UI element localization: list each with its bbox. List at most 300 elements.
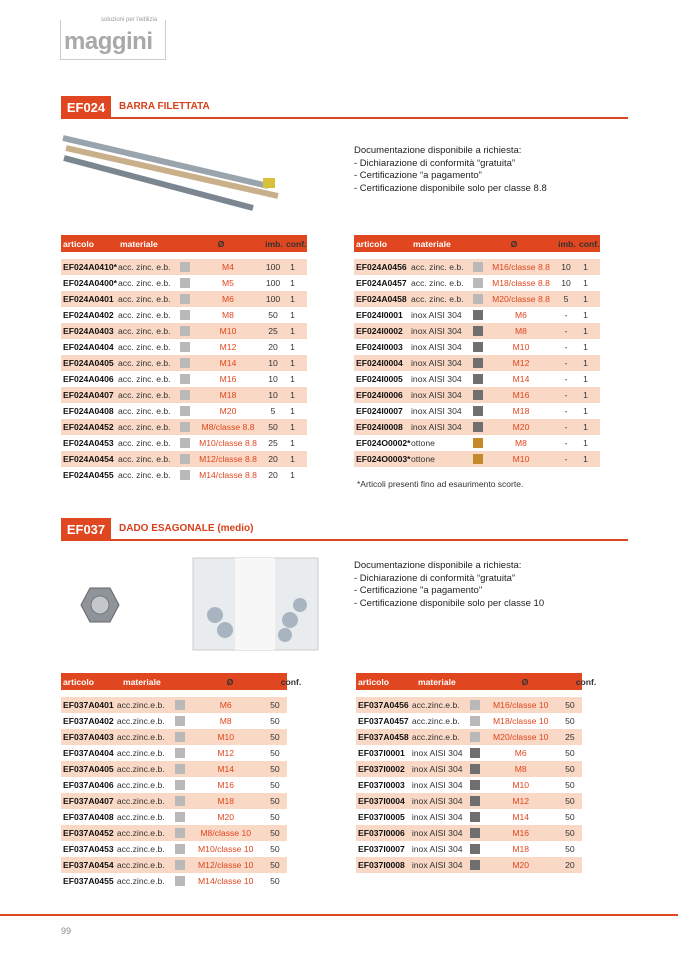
diameter: M10 bbox=[219, 326, 237, 336]
material-swatch-zinc bbox=[180, 470, 190, 480]
diameter: M8 bbox=[515, 326, 527, 336]
material-swatch-zinc bbox=[180, 310, 190, 320]
conf-qty: 1 bbox=[290, 294, 295, 304]
material-swatch-zinc bbox=[175, 732, 185, 742]
material: ottone bbox=[411, 454, 435, 464]
article-code: EF037A0402 bbox=[63, 716, 114, 726]
table-row bbox=[354, 291, 600, 307]
material: acc.zinc.e.b. bbox=[116, 748, 165, 758]
conf-qty: 50 bbox=[270, 876, 280, 886]
doc-line: - Certificazione disponibile solo per classe 10 bbox=[354, 597, 545, 609]
conf-qty: 50 bbox=[270, 716, 280, 726]
table-row bbox=[354, 419, 600, 435]
article-code: EF037I0008 bbox=[358, 860, 405, 870]
material: acc.zinc.e.b. bbox=[116, 716, 165, 726]
conf-qty: 1 bbox=[290, 390, 295, 400]
diameter: M14/classe 8.8 bbox=[199, 470, 257, 480]
article-code: EF024A0457 bbox=[356, 278, 407, 288]
article-code: EF024A0453 bbox=[63, 438, 114, 448]
table-row bbox=[354, 323, 600, 339]
table-row bbox=[61, 729, 287, 745]
column-header-imb: imb. bbox=[558, 238, 576, 249]
material: acc. zinc. e.b. bbox=[118, 422, 171, 432]
diameter: M8 bbox=[515, 438, 527, 448]
article-code: EF024I0004 bbox=[356, 358, 403, 368]
table-row bbox=[61, 825, 287, 841]
diameter: M12 bbox=[512, 796, 530, 806]
conf-qty: 1 bbox=[583, 262, 588, 272]
material: acc.zinc.e.b. bbox=[116, 764, 165, 774]
material: acc. zinc. e.b. bbox=[118, 454, 171, 464]
material: acc. zinc. e.b. bbox=[118, 358, 171, 368]
conf-qty: 1 bbox=[290, 310, 295, 320]
material: acc.zinc.e.b. bbox=[116, 860, 165, 870]
diameter: M14/classe 10 bbox=[198, 876, 254, 886]
table-row bbox=[61, 873, 287, 889]
table-row bbox=[356, 793, 582, 809]
article-code: EF037I0001 bbox=[358, 748, 405, 758]
material: inox AISI 304 bbox=[411, 780, 463, 790]
column-header-conf: conf. bbox=[286, 238, 307, 249]
article-code: EF024A0455 bbox=[63, 470, 114, 480]
section-header-ef024 bbox=[61, 96, 628, 119]
material-swatch-inox bbox=[470, 828, 480, 838]
material: inox AISI 304 bbox=[411, 860, 463, 870]
diameter: M8 bbox=[222, 310, 234, 320]
material: acc.zinc.e.b. bbox=[116, 844, 165, 854]
conf-qty: 1 bbox=[583, 438, 588, 448]
section-code: EF037 bbox=[61, 518, 111, 541]
material: inox AISI 304 bbox=[411, 326, 462, 336]
material-swatch-zinc bbox=[180, 326, 190, 336]
article-code: EF037A0455 bbox=[63, 876, 114, 886]
material: acc.zinc.e.b. bbox=[116, 700, 165, 710]
article-code: EF024A0404 bbox=[63, 342, 114, 352]
material-swatch-inox bbox=[470, 748, 480, 758]
article-code: EF024A0456 bbox=[356, 262, 407, 272]
article-code: EF024A0400* bbox=[63, 278, 117, 288]
packaging-qty: 100 bbox=[265, 262, 281, 272]
material-swatch-zinc bbox=[180, 454, 190, 464]
material: acc. zinc. e.b. bbox=[118, 294, 171, 304]
column-header-conf: conf. bbox=[579, 238, 600, 249]
diameter: M12/classe 10 bbox=[198, 860, 254, 870]
article-code: EF037I0004 bbox=[358, 796, 405, 806]
material: inox AISI 304 bbox=[411, 828, 463, 838]
material-swatch-zinc bbox=[175, 700, 185, 710]
article-code: EF024A0458 bbox=[356, 294, 407, 304]
material-swatch-ottone bbox=[473, 454, 483, 464]
conf-qty: 1 bbox=[290, 326, 295, 336]
article-code: EF037A0401 bbox=[63, 700, 114, 710]
conf-qty: 50 bbox=[270, 780, 280, 790]
material-swatch-inox bbox=[473, 342, 483, 352]
logo-wordmark: maggini bbox=[64, 28, 153, 55]
conf-qty: 1 bbox=[583, 326, 588, 336]
material-swatch-zinc bbox=[175, 844, 185, 854]
product-table-ef024-left bbox=[61, 235, 307, 483]
doc-line: - Certificazione "a pagamento" bbox=[354, 585, 483, 596]
conf-qty: 1 bbox=[583, 374, 588, 384]
material-swatch-zinc bbox=[180, 390, 190, 400]
diameter: M18 bbox=[217, 796, 235, 806]
doc-line: Documentazione disponibile a richiesta: bbox=[354, 145, 522, 156]
article-code: EF037A0452 bbox=[63, 828, 114, 838]
conf-qty: 50 bbox=[565, 764, 575, 774]
conf-qty: 50 bbox=[565, 844, 575, 854]
table-row bbox=[61, 419, 307, 435]
table-header bbox=[354, 235, 600, 252]
diameter: M5 bbox=[222, 278, 234, 288]
material: acc. zinc. e.b. bbox=[411, 294, 464, 304]
material-swatch-zinc bbox=[175, 860, 185, 870]
material: acc.zinc.e.b. bbox=[116, 796, 165, 806]
table-row bbox=[61, 387, 307, 403]
packaging-qty: - bbox=[564, 358, 568, 368]
table-row bbox=[61, 793, 287, 809]
conf-qty: 1 bbox=[290, 454, 295, 464]
table-row bbox=[61, 307, 307, 323]
table-row bbox=[356, 825, 582, 841]
material-swatch-inox bbox=[473, 390, 483, 400]
material-swatch-zinc bbox=[175, 828, 185, 838]
column-header-articolo: articolo bbox=[63, 238, 95, 249]
packaging-qty: - bbox=[564, 374, 568, 384]
conf-qty: 50 bbox=[565, 700, 575, 710]
diameter: M14 bbox=[512, 812, 530, 822]
conf-qty: 50 bbox=[565, 796, 575, 806]
article-code: EF024I0006 bbox=[356, 390, 403, 400]
packaging-qty: 10 bbox=[268, 374, 278, 384]
article-code: EF037A0406 bbox=[63, 780, 114, 790]
doc-line: Documentazione disponibile a richiesta: bbox=[354, 560, 522, 571]
material-swatch-zinc bbox=[175, 780, 185, 790]
article-code: EF024I0008 bbox=[356, 422, 403, 432]
table-row bbox=[61, 339, 307, 355]
table-row bbox=[354, 435, 600, 451]
diameter: M6 bbox=[219, 700, 232, 710]
product-table-ef024-right bbox=[354, 235, 600, 467]
conf-qty: 50 bbox=[565, 828, 575, 838]
material-swatch-inox bbox=[470, 860, 480, 870]
material: acc.zinc.e.b. bbox=[116, 780, 165, 790]
article-code: EF037A0405 bbox=[63, 764, 114, 774]
packaging-qty: - bbox=[564, 438, 568, 448]
table-row bbox=[354, 371, 600, 387]
material: acc. zinc. e.b. bbox=[118, 310, 171, 320]
packaging-qty: 5 bbox=[270, 406, 276, 416]
article-code: EF024A0410* bbox=[63, 262, 117, 272]
doc-line: - Certificazione disponibile solo per classe 8.8 bbox=[354, 182, 547, 194]
diameter: M20/classe 8.8 bbox=[492, 294, 550, 304]
material-swatch-zinc bbox=[175, 716, 185, 726]
article-code: EF024A0401 bbox=[63, 294, 114, 304]
material-swatch-zinc bbox=[175, 748, 185, 758]
product-table-ef037-left bbox=[61, 673, 302, 889]
material: acc.zinc.e.b. bbox=[411, 732, 460, 742]
material-swatch-zinc bbox=[473, 278, 483, 288]
column-header-diameter: Ø bbox=[521, 676, 529, 687]
conf-qty: 50 bbox=[565, 812, 575, 822]
table-row bbox=[61, 435, 307, 451]
material: ottone bbox=[411, 438, 435, 448]
conf-qty: 20 bbox=[565, 860, 575, 870]
conf-qty: 1 bbox=[583, 310, 588, 320]
packaging-qty: 10 bbox=[561, 262, 571, 272]
diameter: M14 bbox=[219, 358, 237, 368]
material: inox AISI 304 bbox=[411, 748, 463, 758]
diameter: M14 bbox=[217, 764, 235, 774]
article-code: EF037A0453 bbox=[63, 844, 114, 854]
doc-line: - Dichiarazione di conformità “gratuita” bbox=[354, 157, 516, 169]
diameter: M18 bbox=[219, 390, 237, 400]
table-row bbox=[61, 809, 287, 825]
material-swatch-zinc bbox=[175, 812, 185, 822]
material: inox AISI 304 bbox=[411, 342, 462, 352]
table-header bbox=[61, 235, 307, 252]
packaging-qty: 20 bbox=[268, 454, 278, 464]
material-swatch-zinc bbox=[180, 438, 190, 448]
article-code: EF024A0405 bbox=[63, 358, 114, 368]
table-row bbox=[61, 371, 307, 387]
material: inox AISI 304 bbox=[411, 310, 462, 320]
table-row bbox=[354, 339, 600, 355]
table-header bbox=[61, 673, 302, 690]
article-code: EF037A0408 bbox=[63, 812, 114, 822]
article-code: EF024A0403 bbox=[63, 326, 114, 336]
diameter: M12 bbox=[512, 358, 530, 368]
diameter: M12 bbox=[217, 748, 235, 758]
material-swatch-zinc bbox=[470, 700, 480, 710]
material: inox AISI 304 bbox=[411, 406, 462, 416]
article-code: EF024A0406 bbox=[63, 374, 114, 384]
material-swatch-zinc bbox=[470, 732, 480, 742]
section-title: BARRA FILETTATA bbox=[119, 101, 210, 112]
section-header-ef037 bbox=[61, 518, 628, 541]
material: inox AISI 304 bbox=[411, 358, 462, 368]
material-swatch-inox bbox=[473, 422, 483, 432]
diameter: M8 bbox=[514, 764, 527, 774]
hex-nut-image bbox=[80, 585, 120, 625]
article-code: EF037I0007 bbox=[358, 844, 405, 854]
diameter: M18/classe 8.8 bbox=[492, 278, 550, 288]
column-header-diameter: Ø bbox=[510, 238, 518, 249]
diameter: M10 bbox=[217, 732, 235, 742]
material: acc. zinc. e.b. bbox=[411, 278, 464, 288]
table-row bbox=[356, 713, 582, 729]
doc-line: - Dichiarazione di conformità “gratuita” bbox=[354, 572, 516, 584]
packaging-qty: 5 bbox=[563, 294, 569, 304]
article-code: EF024A0454 bbox=[63, 454, 114, 464]
table-row bbox=[356, 777, 582, 793]
material-swatch-zinc bbox=[180, 406, 190, 416]
table-row bbox=[354, 451, 600, 467]
material-swatch-inox bbox=[473, 374, 483, 384]
packaging-qty: 100 bbox=[265, 294, 281, 304]
diameter: M8/classe 8.8 bbox=[201, 422, 255, 432]
packaging-qty: 20 bbox=[268, 342, 278, 352]
material-swatch-inox bbox=[473, 406, 483, 416]
article-code: EF037A0454 bbox=[63, 860, 114, 870]
documentation-note-ef037 bbox=[354, 560, 544, 610]
material: acc.zinc.e.b. bbox=[411, 700, 460, 710]
table-row bbox=[61, 275, 307, 291]
diameter: M6 bbox=[515, 310, 527, 320]
table-row bbox=[356, 761, 582, 777]
diameter: M10/classe 10 bbox=[198, 844, 254, 854]
material-swatch-zinc bbox=[175, 796, 185, 806]
diameter: M20 bbox=[219, 406, 237, 416]
table-row bbox=[61, 355, 307, 371]
table-row bbox=[61, 467, 307, 483]
material-swatch-zinc bbox=[180, 262, 190, 272]
table-row bbox=[61, 323, 307, 339]
material: inox AISI 304 bbox=[411, 844, 463, 854]
table-row bbox=[354, 355, 600, 371]
article-code: EF024I0002 bbox=[356, 326, 403, 336]
material: acc.zinc.e.b. bbox=[116, 828, 165, 838]
table-row bbox=[61, 291, 307, 307]
table-row bbox=[356, 745, 582, 761]
packaging-qty: 50 bbox=[268, 310, 278, 320]
article-code: EF037A0456 bbox=[358, 700, 409, 710]
article-code: EF024O0002* bbox=[356, 438, 411, 448]
material: acc. zinc. e.b. bbox=[411, 262, 464, 272]
material-swatch-inox bbox=[470, 780, 480, 790]
packaging-qty: - bbox=[564, 390, 568, 400]
material: acc. zinc. e.b. bbox=[118, 278, 171, 288]
article-code: EF037A0403 bbox=[63, 732, 114, 742]
diameter: M4 bbox=[222, 262, 234, 272]
conf-qty: 50 bbox=[565, 716, 575, 726]
material: inox AISI 304 bbox=[411, 374, 462, 384]
conf-qty: 25 bbox=[565, 732, 575, 742]
threaded-rods-image bbox=[58, 128, 283, 218]
diameter: M12/classe 8.8 bbox=[199, 454, 257, 464]
packaging-qty: 10 bbox=[268, 390, 278, 400]
product-table-ef037-right bbox=[356, 673, 597, 873]
section-code: EF024 bbox=[61, 96, 111, 119]
logo-tagline: soluzioni per l'edilizia bbox=[101, 17, 158, 23]
diameter: M16 bbox=[219, 374, 237, 384]
packaging-qty: - bbox=[564, 310, 568, 320]
conf-qty: 50 bbox=[270, 748, 280, 758]
conf-qty: 1 bbox=[290, 358, 295, 368]
material-swatch-inox bbox=[470, 796, 480, 806]
table-row bbox=[61, 857, 287, 873]
material: inox AISI 304 bbox=[411, 422, 462, 432]
diameter: M16/classe 10 bbox=[493, 700, 549, 710]
diameter: M14 bbox=[512, 374, 530, 384]
conf-qty: 50 bbox=[565, 780, 575, 790]
table-row bbox=[61, 777, 287, 793]
material: acc.zinc.e.b. bbox=[411, 716, 460, 726]
material: acc. zinc. e.b. bbox=[118, 374, 171, 384]
material-swatch-zinc bbox=[470, 716, 480, 726]
footer-divider bbox=[0, 914, 678, 916]
diameter: M18/classe 10 bbox=[493, 716, 549, 726]
diameter: M10 bbox=[512, 342, 530, 352]
material-swatch-zinc bbox=[473, 262, 483, 272]
diameter: M10 bbox=[512, 780, 530, 790]
material-swatch-inox bbox=[470, 764, 480, 774]
column-header-materiale: materiale bbox=[418, 676, 456, 687]
conf-qty: 1 bbox=[290, 342, 295, 352]
diameter: M16 bbox=[217, 780, 235, 790]
material-swatch-zinc bbox=[175, 764, 185, 774]
conf-qty: 1 bbox=[290, 422, 295, 432]
packaging-qty: 10 bbox=[561, 278, 571, 288]
column-header-materiale: materiale bbox=[120, 238, 158, 249]
conf-qty: 1 bbox=[583, 422, 588, 432]
table-row bbox=[356, 697, 582, 713]
table-row bbox=[356, 809, 582, 825]
diameter: M18 bbox=[512, 844, 530, 854]
diameter: M8 bbox=[219, 716, 232, 726]
conf-qty: 1 bbox=[583, 358, 588, 368]
material-swatch-ottone bbox=[473, 438, 483, 448]
conf-qty: 50 bbox=[270, 700, 280, 710]
material-swatch-zinc bbox=[473, 294, 483, 304]
conf-qty: 1 bbox=[583, 342, 588, 352]
conf-qty: 1 bbox=[583, 454, 588, 464]
diameter: M10/classe 8.8 bbox=[199, 438, 257, 448]
table-row bbox=[61, 403, 307, 419]
conf-qty: 1 bbox=[290, 406, 295, 416]
packaging-qty: - bbox=[564, 342, 568, 352]
article-code: EF037I0006 bbox=[358, 828, 405, 838]
diameter: M20/classe 10 bbox=[493, 732, 549, 742]
packaging-qty: 100 bbox=[265, 278, 281, 288]
material: acc. zinc. e.b. bbox=[118, 438, 171, 448]
article-code: EF037I0005 bbox=[358, 812, 405, 822]
table-row bbox=[356, 841, 582, 857]
material-swatch-zinc bbox=[180, 278, 190, 288]
column-header-diameter: Ø bbox=[217, 238, 225, 249]
column-header-diameter: Ø bbox=[226, 676, 234, 687]
table-row bbox=[356, 729, 582, 745]
table-row bbox=[354, 259, 600, 275]
conf-qty: 50 bbox=[270, 860, 280, 870]
maggini-logo bbox=[60, 17, 166, 60]
column-header-materiale: materiale bbox=[413, 238, 451, 249]
diameter: M20 bbox=[512, 422, 530, 432]
conf-qty: 50 bbox=[270, 796, 280, 806]
material-swatch-zinc bbox=[180, 342, 190, 352]
article-code: EF024A0408 bbox=[63, 406, 114, 416]
table-row bbox=[61, 713, 287, 729]
packaging-qty: 50 bbox=[268, 422, 278, 432]
packaging-qty: 25 bbox=[268, 438, 278, 448]
article-code: EF024I0007 bbox=[356, 406, 403, 416]
packaging-qty: 10 bbox=[268, 358, 278, 368]
material: acc. zinc. e.b. bbox=[118, 326, 171, 336]
table-row bbox=[354, 387, 600, 403]
packaging-qty: - bbox=[564, 406, 568, 416]
diameter: M10 bbox=[512, 454, 530, 464]
article-code: EF037A0457 bbox=[358, 716, 409, 726]
column-header-articolo: articolo bbox=[63, 676, 95, 687]
conf-qty: 50 bbox=[270, 828, 280, 838]
packaging-qty: - bbox=[564, 454, 568, 464]
diameter: M16/classe 8.8 bbox=[492, 262, 550, 272]
article-code: EF024A0402 bbox=[63, 310, 114, 320]
footnote: *Articoli presenti fino ad esaurimento scorte. bbox=[357, 479, 524, 489]
material: acc. zinc. e.b. bbox=[118, 262, 171, 272]
diameter: M16 bbox=[512, 390, 530, 400]
material-swatch-inox bbox=[473, 326, 483, 336]
material: inox AISI 304 bbox=[411, 796, 463, 806]
